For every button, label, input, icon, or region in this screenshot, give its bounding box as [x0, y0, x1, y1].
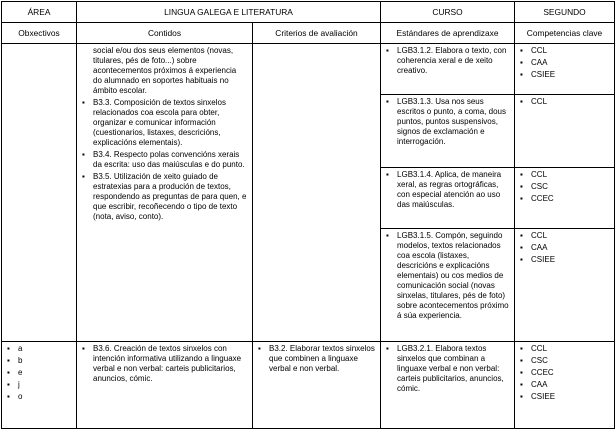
header-row	[2, 2, 615, 23]
list-item: ▪ CCL	[520, 46, 609, 56]
list-item: ▪ B3.6. Creación de textos sinxelos con intención informativa utilizando a linguaxe verbal e non verbal: carteis publicitarios, anuncios, cómic.	[82, 344, 247, 384]
contents-cell	[77, 44, 253, 342]
list-item: ▪ CCL	[520, 170, 609, 180]
table-row	[2, 44, 615, 95]
list-item: ▪ CCL	[520, 231, 609, 241]
list-item: ▪ a	[7, 344, 71, 354]
list-item: ▪ B3.3. Composición de textos sinxelos relacionados coa escola para obter, organizar e comunicar información (cuestionarios, listaxes, descricións, explicacións elementais).	[82, 98, 247, 148]
segundo-header: SEGUNDO	[515, 2, 615, 23]
standard-cell	[381, 229, 515, 342]
list-item: ▪ e	[7, 368, 71, 378]
contents-list	[82, 46, 247, 222]
standard-cell	[381, 95, 515, 168]
list-item: social e/ou dos seus elementos (novas, titulares, pés de foto...) sobre acontecementos próximos á experiencia do alumnado en soportes habituais no ámbito escolar.	[93, 46, 237, 95]
list-item: ▪ CSIEE	[520, 255, 609, 265]
curso-header: CURSO	[381, 2, 515, 23]
list-item: ▪ CAA	[520, 380, 609, 390]
list-item: ▪ B3.4. Respecto polas convencións xerais da escrita: uso das maiúsculas e do punto.	[82, 150, 247, 170]
list-item: ▪ CSC	[520, 182, 609, 192]
competence-cell	[515, 168, 615, 229]
criteria-cell	[253, 44, 381, 342]
list-item: ▪ o	[7, 392, 71, 402]
list-item: ▪ j	[7, 380, 71, 390]
competence-cell	[515, 95, 615, 168]
list-item: ▪ LGB3.1.5. Compón, seguindo modelos, textos relacionados coa escola (listaxes, descricións e explicacións elementais) ou cos medios de comunicación social (novas sinxelas, titulares, pés de foto) sobre acontecementos próximo á súa experiencia.	[386, 231, 509, 321]
list-item: ▪ LGB3.1.4. Aplica, de maneira xeral, as regras ortográficas, con especial atención ao uso das maiúsculas.	[386, 170, 509, 210]
objectives-header: Obxectivos	[2, 23, 77, 44]
objectives-cell	[2, 342, 77, 429]
criteria-cell	[253, 342, 381, 429]
competence-cell	[515, 342, 615, 429]
subheader-row	[2, 23, 615, 44]
list-item: ▪ CAA	[520, 243, 609, 253]
list-item: ▪ LGB3.1.2. Elabora o texto, con coherencia xeral e de xeito creativo.	[386, 46, 509, 76]
competences-header: Competencias clave	[515, 23, 615, 44]
list-item: ▪ CCL	[520, 344, 609, 354]
list-item: ▪ B3.5. Utilización de xeito guiado de estratexias para a produción de textos, respondendo as preguntas de para quen, e que escribir, recoñecendo o tipo de texto (nota, aviso, conto).	[82, 172, 247, 222]
list-item: ▪ b	[7, 356, 71, 366]
standard-cell	[381, 342, 515, 429]
contents-cell	[77, 342, 253, 429]
subject-header: LINGUA GALEGA E LITERATURA	[77, 2, 381, 23]
list-item: ▪ LGB3.2.1. Elabora textos sinxelos que combinan a linguaxe verbal e non verbal: carteis publicitarios, anuncios, cómic.	[386, 344, 509, 394]
competence-cell	[515, 229, 615, 342]
list-item: ▪ CSC	[520, 356, 609, 366]
standard-cell	[381, 44, 515, 95]
table-row	[2, 342, 615, 429]
list-item: ▪ CCEC	[520, 194, 609, 204]
objectives-cell	[2, 44, 77, 342]
list-item: ▪ CCEC	[520, 368, 609, 378]
curriculum-table	[1, 1, 615, 429]
list-item: ▪ CCL	[520, 97, 609, 107]
contents-header: Contidos	[77, 23, 253, 44]
standards-header: Estándares de aprendizaxe	[381, 23, 515, 44]
criteria-header: Criterios de avaliación	[253, 23, 381, 44]
competence-cell	[515, 44, 615, 95]
area-header: ÁREA	[2, 2, 77, 23]
list-item: ▪ CSIEE	[520, 392, 609, 402]
list-item: ▪ CSIEE	[520, 70, 609, 80]
list-item: ▪ B3.2. Elaborar textos sinxelos que combinen a linguaxe verbal e non verbal.	[258, 344, 375, 374]
standard-cell	[381, 168, 515, 229]
list-item: ▪ LGB3.1.3. Usa nos seus escritos o punto, a coma, dous puntos, puntos suspensivos, signos de exclamación e interrogación.	[386, 97, 509, 147]
list-item: ▪ CAA	[520, 58, 609, 68]
